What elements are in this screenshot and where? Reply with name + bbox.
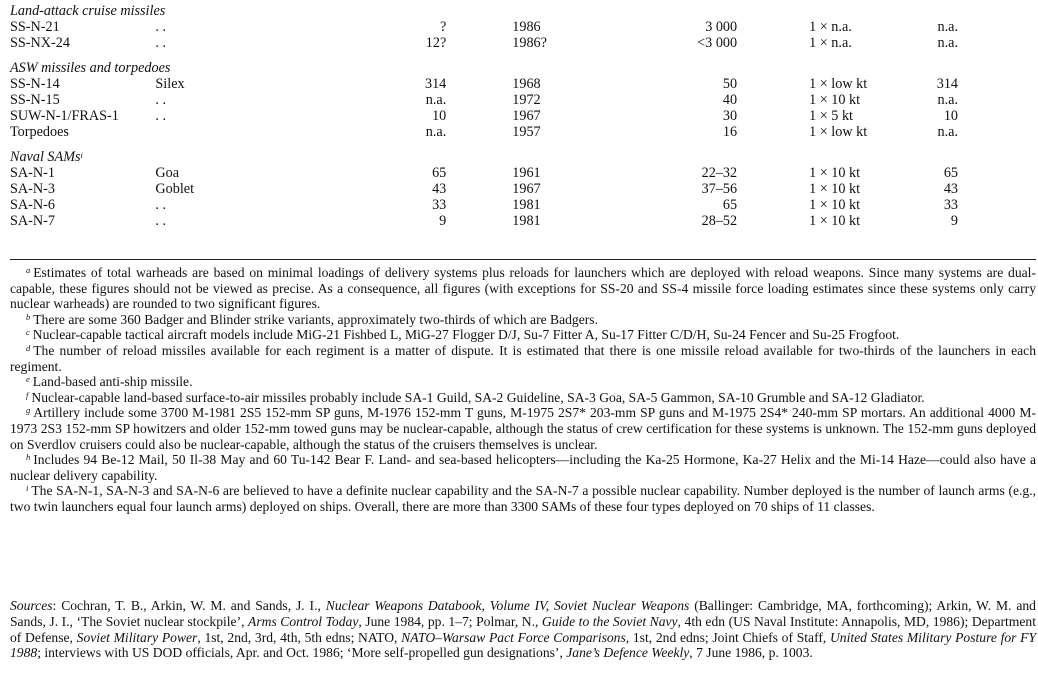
source-text: , 7 June 1986, p. 1003. xyxy=(689,645,813,661)
cell-launchers: 9 xyxy=(439,212,447,229)
source-text: , 4th edn (US Naval Institute: Annapolis, MD, 1986); Department of Defense, xyxy=(10,613,1036,645)
table-row xyxy=(10,109,1028,125)
cell-stockpile: 43 xyxy=(943,180,958,197)
cell-stockpile: 33 xyxy=(943,196,958,213)
cell-warheads: 1 × n.a. xyxy=(809,18,852,35)
cell-year: 1986? xyxy=(512,34,547,51)
cell-year: 1967 xyxy=(512,180,541,197)
cell-year: 1957 xyxy=(512,123,541,140)
footnote-text: Estimates of total warheads are based on minimal loadings of delivery systems plus reloads for launchers which are deployed with reload weapons. Since many systems are dual-capable, these figures should not be viewed as precise. As a consequence, all figures (with exceptions for SS-20 and SS-4 missile force loading estimates since these systems only carry nuclear warheads) are rounded to two significant figures. xyxy=(10,265,1036,312)
cell-year: 1961 xyxy=(512,165,541,182)
table-divider xyxy=(10,259,1036,260)
cell-warheads: 1 × low kt xyxy=(809,123,868,140)
cell-stockpile: n.a. xyxy=(937,34,958,51)
cell-nato: . . xyxy=(155,107,167,124)
cell-nato: Silex xyxy=(155,76,185,93)
section-heading-row xyxy=(10,4,1028,20)
section-title: ASW missiles and torpedoes xyxy=(10,60,171,77)
footnote-text: Artillery include some 3700 M-1981 2S5 152-mm SP guns, M-1976 152-mm T guns, M-1975 2S7* 203-mm SP guns and M-1975 2S4* 240-mm SP mortars. An additional 4000 M-1973 2S3 152-mm SP howitzers and older 152-mm towed guns may be nuclear-capable, although the status of crew certification for these systems is unknown. The 152-mm guns deployed on Sverdlov cruisers could also be nuclear-capable, although the status of the cruisers themselves is unclear. xyxy=(10,405,1036,452)
cell-launchers: n.a. xyxy=(425,91,447,108)
footnote xyxy=(10,312,1036,328)
cell-range: 16 xyxy=(722,123,738,140)
cell-name: SA-N-7 xyxy=(10,212,55,229)
cell-year: 1968 xyxy=(512,76,541,93)
source-text: , 1st, 2nd, 3rd, 4th, 5th edns; NATO, xyxy=(197,629,402,645)
cell-range: 37–56 xyxy=(701,180,738,197)
sources-label: Sources xyxy=(10,598,53,613)
sources-text xyxy=(10,598,1036,660)
cell-stockpile: 314 xyxy=(936,76,958,93)
cell-name: SA-N-3 xyxy=(10,180,55,197)
cell-name: SA-N-1 xyxy=(10,165,55,182)
footnote-text: Land-based anti-ship missile. xyxy=(32,374,193,390)
cell-launchers: 43 xyxy=(432,180,447,197)
cell-nato: . . xyxy=(155,34,167,51)
cell-launchers: 10 xyxy=(432,107,447,124)
cell-stockpile: n.a. xyxy=(937,18,958,35)
source-title: Soviet Military Power xyxy=(76,629,198,645)
cell-warheads: 1 × 10 kt xyxy=(809,180,861,197)
cell-nato xyxy=(155,125,300,141)
cell-stockpile: 10 xyxy=(943,107,958,124)
footnote-text: The number of reload missiles available for each regiment is a matter of dispute. It is estimated that there is one missile reload available for two-thirds of the launchers in each regiment. xyxy=(10,342,1036,374)
footnote-mark: h xyxy=(26,452,31,463)
cell-stockpile: n.a. xyxy=(937,123,958,140)
source-text: ; interviews with US DOD officials, Apr. and Oct. 1986; ‘More self-propelled gun designations’, xyxy=(37,645,567,661)
footnote-mark: i xyxy=(26,483,29,494)
footnote-mark: b xyxy=(26,311,31,322)
footnote-mark: e xyxy=(26,374,30,385)
cell-name: SS-N-15 xyxy=(10,91,60,108)
cell-range: 22–32 xyxy=(701,165,738,182)
source-title: Guide to the Soviet Navy xyxy=(541,613,678,629)
table-row xyxy=(10,182,1028,198)
table-row xyxy=(10,125,1028,141)
footnote-text: There are some 360 Badger and Blinder strike variants, approximately two-thirds of which are Badgers. xyxy=(33,311,598,327)
cell-nato: . . xyxy=(155,91,167,108)
cell-year: 1986 xyxy=(512,18,541,35)
footnote-mark: g xyxy=(26,405,31,416)
table-row xyxy=(10,93,1028,109)
source-text: (Ballinger: Cambridge, MA, forthcoming); Arkin, W. M. and Sands, J. I., ‘The Soviet nuclear stockpile’, xyxy=(10,598,1036,629)
source-title: NATO–Warsaw Pact Force Comparisons xyxy=(401,629,626,645)
cell-range: 3 000 xyxy=(705,18,738,35)
cell-warheads: 1 × 5 kt xyxy=(809,107,853,124)
cell-launchers: 65 xyxy=(432,165,447,182)
source-text: , 1st, 2nd edns; Joint Chiefs of Staff, xyxy=(625,629,830,645)
source-title: Jane’s Defence Weekly xyxy=(566,645,690,661)
cell-nato: Goblet xyxy=(155,180,195,197)
cell-launchers: n.a. xyxy=(425,123,447,140)
cell-stockpile: 65 xyxy=(943,165,958,182)
cell-year: 1981 xyxy=(512,212,541,229)
cell-nato: Goa xyxy=(155,165,180,182)
cell-name: SA-N-6 xyxy=(10,196,55,213)
footnote-mark: i xyxy=(80,150,83,161)
source-title: Nuclear Weapons Databook, Volume IV, Soviet Nuclear Weapons xyxy=(325,598,690,613)
cell-nato: . . xyxy=(155,196,167,213)
source-title: United States Military Posture for FY 1988 xyxy=(10,629,1037,661)
footnote xyxy=(10,483,1036,514)
table-row xyxy=(10,166,1028,182)
footnote xyxy=(10,405,1036,452)
cell-name: SUW-N-1/FRAS-1 xyxy=(10,107,119,124)
footnote-text: Includes 94 Be-12 Mail, 50 Il-38 May and 60 Tu-142 Bear F. Land- and sea-based helicopters—including the Ka-25 Hormone, Ka-27 Helix and the Mi-14 Haze—could also have a nuclear delivery capability. xyxy=(10,452,1036,483)
footnote xyxy=(10,390,1036,406)
section-title: Land-attack cruise missiles xyxy=(10,3,166,19)
cell-nato: . . xyxy=(155,212,167,229)
cell-warheads: 1 × low kt xyxy=(809,76,868,93)
footnote xyxy=(10,374,1036,390)
cell-range: <3 000 xyxy=(697,34,738,51)
footnotes xyxy=(10,265,1036,515)
cell-name: Torpedoes xyxy=(10,123,69,140)
table-row xyxy=(10,36,1028,52)
source-text: : Cochran, T. B., Arkin, W. M. and Sands, J. I., xyxy=(52,598,326,613)
table-row xyxy=(10,198,1028,214)
cell-range: 30 xyxy=(722,107,738,124)
footnote-mark: d xyxy=(26,342,31,353)
cell-warheads: 1 × n.a. xyxy=(809,34,852,51)
cell-warheads: 1 × 10 kt xyxy=(809,212,861,229)
cell-year: 1967 xyxy=(512,107,541,124)
section-gap xyxy=(10,140,1028,150)
footnote xyxy=(10,265,1036,312)
footnote-text: Nuclear-capable tactical aircraft models include MiG-21 Fishbed L, MiG-27 Flogger D/J, Su-7 Fitter A, Su-17 Fitter C/D/H, Su-24 Fencer and Su-25 Frogfoot. xyxy=(32,327,900,343)
cell-name: SS-N-14 xyxy=(10,76,60,93)
footnote-text: Nuclear-capable land-based surface-to-air missiles probably include SA-1 Guild, SA-2 Guideline, SA-3 Goa, SA-5 Gammon, SA-10 Grumble and SA-12 Gladiator. xyxy=(31,389,925,405)
cell-range: 28–52 xyxy=(701,212,738,229)
cell-year: 1981 xyxy=(512,196,541,213)
cell-range: 65 xyxy=(722,196,738,213)
footnote xyxy=(10,343,1036,374)
cell-launchers: ? xyxy=(439,18,447,35)
table-row xyxy=(10,214,1028,230)
source-title: Arms Control Today xyxy=(248,613,359,629)
cell-range: 50 xyxy=(722,76,738,93)
cell-launchers: 314 xyxy=(424,76,447,93)
footnote-mark: f xyxy=(26,389,29,400)
cell-warheads: 1 × 10 kt xyxy=(809,91,861,108)
footnote xyxy=(10,327,1036,343)
source-text: , June 1984, pp. 1–7; Polmar, N., xyxy=(358,613,542,629)
cell-year: 1972 xyxy=(512,91,541,108)
cell-warheads: 1 × 10 kt xyxy=(809,165,861,182)
table-row xyxy=(10,20,1028,36)
footnote xyxy=(10,452,1036,483)
cell-name: SS-N-21 xyxy=(10,18,60,35)
cell-nato: . . xyxy=(155,18,167,35)
table-row xyxy=(10,77,1028,93)
section-heading-row xyxy=(10,61,1028,77)
cell-launchers: 12? xyxy=(425,34,447,51)
footnote-mark: c xyxy=(26,327,30,338)
weapons-table xyxy=(10,4,1028,229)
section-heading-row xyxy=(10,150,1028,166)
cell-warheads: 1 × 10 kt xyxy=(809,196,861,213)
cell-stockpile: n.a. xyxy=(937,91,958,108)
cell-stockpile: 9 xyxy=(950,212,958,229)
cell-range: 40 xyxy=(722,91,738,108)
footnote-text: The SA-N-1, SA-N-3 and SA-N-6 are believed to have a definite nuclear capability and the SA-N-7 a possible nuclear capability. Number deployed is the number of launch arms (e.g., two twin launchers equal four launch arms) deployed on ships. Overall, there are more than 3300 SAMs of these four types deployed on 70 ships of 11 classes. xyxy=(10,483,1036,514)
cell-name: SS-NX-24 xyxy=(10,34,70,51)
section-title: Naval SAMs$^i$ xyxy=(10,149,83,166)
footnote-mark: a xyxy=(26,265,31,275)
sources-paragraph xyxy=(10,598,1036,661)
cell-launchers: 33 xyxy=(432,196,447,213)
